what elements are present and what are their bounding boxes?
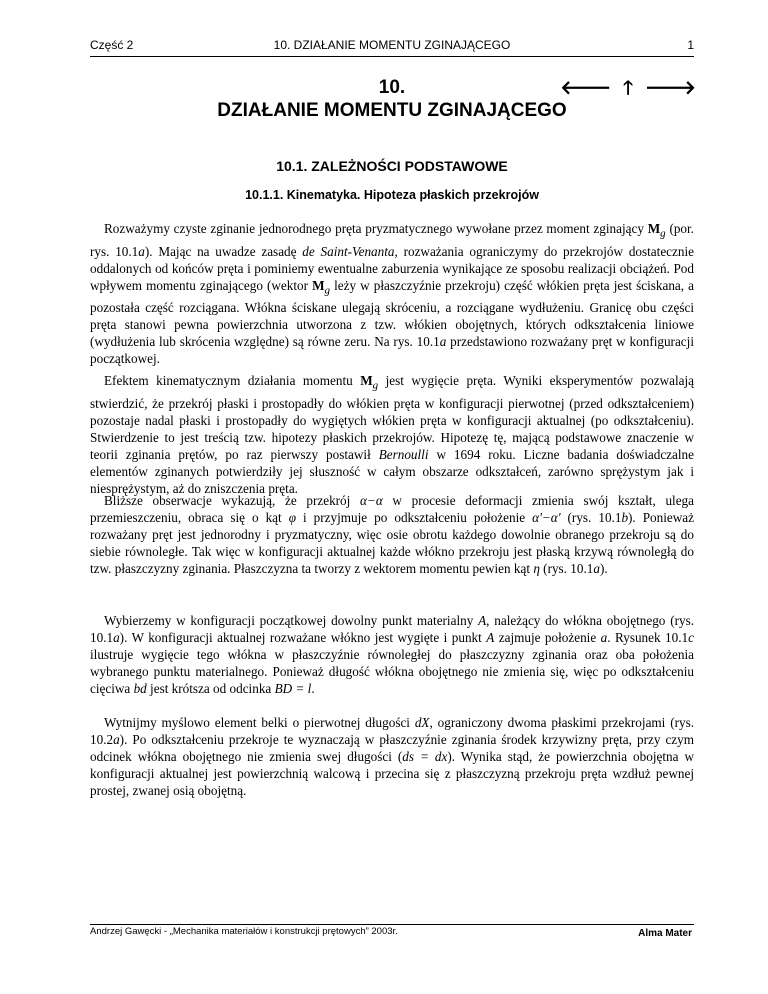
- chapter-number: 10.: [378, 77, 406, 98]
- footer-publisher: Alma Mater: [638, 928, 692, 939]
- chapter-title: DZIAŁANIE MOMENTU ZGINAJĄCEGO: [217, 100, 567, 121]
- part-label: Część 2: [90, 38, 134, 52]
- arrow-right-icon[interactable]: 🡒: [645, 77, 696, 99]
- footer-citation: Andrzej Gawęcki - „Mechanika materiałów i konstrukcji prętowych” 2003r.: [90, 926, 398, 937]
- subsection-heading: 10.1.1. Kinematyka. Hipoteza płaskich przekrojów: [245, 188, 539, 202]
- section-heading: 10.1. ZALEŻNOŚCI PODSTAWOWE: [276, 158, 508, 174]
- navigation-arrows: [560, 78, 696, 98]
- arrow-up-icon[interactable]: 🡑: [623, 77, 634, 99]
- paragraph-2: Efektem kinematycznym działania momentu $M_g$ jest wygięcie pręta. Wyniki eksperymentów pozwalają stwierdzić, że przekrój płaski i prostopadły do włókien pręta w konfiguracji pierwotnej (przed odkształceniem) pozostaje nadal płaski i prostopadły do wygiętych włókien pręta w konfiguracji aktualnej (po odkształceniu). Stwierdzenie to jest treścią tzw. hipotezy płaskich przekrojów. Hipotezę tę, mającą podstawowe znaczenie w teorii zginania prętów, po raz pierwszy postawił Bernoulli w 1694 roku. Liczne badania doświadczalne elementów zginanych potwierdziły jej słuszność w całym obszarze odkształceń, zarówno sprężystym jak i niesprężystym, aż do zniszczenia pręta.: [90, 373, 694, 496]
- header-rule: [90, 56, 694, 57]
- running-title: 10. DZIAŁANIE MOMENTU ZGINAJĄCEGO: [273, 38, 511, 52]
- paragraph-5: Wytnijmy myślowo element belki o pierwotnej długości dX, ograniczony dwoma płaskimi przekrojami (rys. 10.2a). Po odkształceniu przekroje te wyznaczają w płaszczyźnie zginania środek krzywizny pręta, przy czym odcinek włókna obojętnego nie zmienia swej długości (ds = dx). Wynika stąd, że powierzchnia obojętna w konfiguracji aktualnej jest powierzchnią walcową i przecina się z płaszczyzną przekroju pręta wzdłuż pewnej prostej, zwanej osią obojętną.: [90, 715, 695, 798]
- arrow-left-icon[interactable]: 🡐: [560, 77, 612, 99]
- paragraph-3: Bliższe obserwacje wykazują, że przekrój α−α w procesie deformacji zmienia swój kształt, ulega przemieszczeniu, obraca się o kąt φ i przyjmuje po odkształceniu położenie α'−α' (rys. 10.1b). Ponieważ rozważany pręt jest jednorodny i pryzmatyczny, więc osie obrotu każdego dowolnie obranego przekroju są do siebie równoległe. Tak więc w konfiguracji aktualnej każde włókno przekroju jest płaską krzywą równoległą do tzw. płaszczyzny zginania. Płaszczyzna ta tworzy z wektorem momentu pewien kąt η (rys. 10.1a).: [90, 493, 695, 576]
- paragraph-4: Wybierzemy w konfiguracji początkowej dowolny punkt materialny A, należący do włókna obojętnego (rys. 10.1a). W konfiguracji aktualnej rozważane włókno jest wygięte i punkt A zajmuje położenie a. Rysunek 10.1c ilustruje wygięcie tego włókna w płaszczyźnie równoległej do płaszczyzny zginania oraz oba położenia wybranego punktu materialnego. Ponieważ długość włókna obojętnego nie zmienia się, więc po odkształceniu cięciwa bd jest krótsza od odcinka BD = l.: [90, 613, 694, 696]
- paragraph-1: Rozważymy czyste zginanie jednorodnego pręta pryzmatycznego wywołane przez moment zginający $M_g$ (por. rys. 10.1a). Mając na uwadze zasadę de Saint-Venanta, rozważania ograniczymy do przekrojów dostatecznie oddalonych od końców pręta i pominiemy ewentualne zaburzenia wynikające ze sposobu realizacji obciążeń. Pod wpływem momentu zginającego (wektor $M_g$ leży w płaszczyźnie przekroju) część włókien pręta jest ściskana, a pozostała część rozciągana. Włókna ściskane ulegają skróceniu, a rozciągane wydłużeniu. Granicę obu części pręta stanowi pewna powierzchnia utworzona z tzw. włókien obojętnych, których odkształcenia liniowe (wydłużenia lub skrócenia względne) są równe zeru. Na rys. 10.1a przedstawiono rozważany pręt w konfiguracji początkowej.: [90, 221, 694, 367]
- footer-rule: [90, 924, 694, 925]
- page-header: [90, 38, 694, 56]
- page-number: 1: [687, 38, 694, 52]
